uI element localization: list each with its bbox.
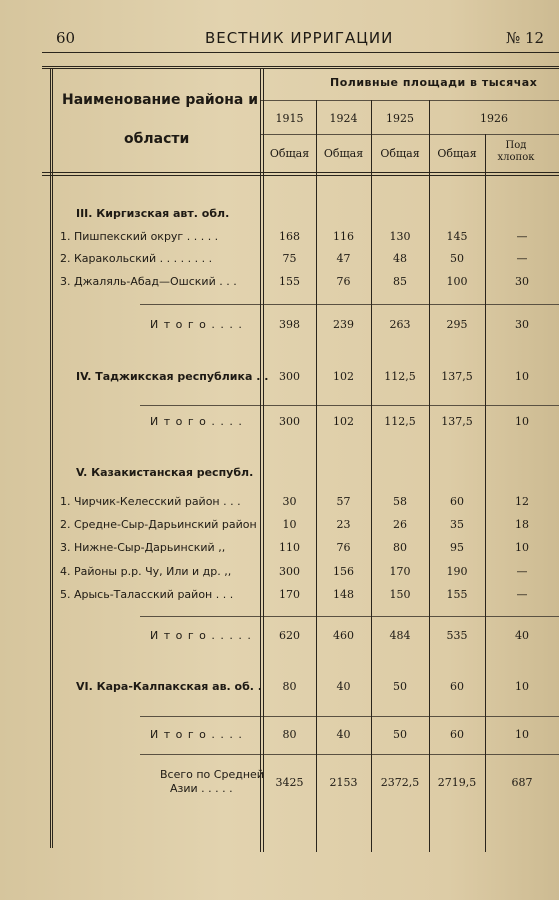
- section-value: 300: [279, 370, 300, 383]
- total-value: 295: [446, 318, 468, 331]
- row-value: 148: [333, 588, 354, 601]
- total-rule-4: [140, 716, 559, 717]
- year-row-rule: [260, 134, 559, 135]
- subheader-total-1925: Общая: [380, 147, 420, 160]
- section-value: 40: [336, 680, 351, 693]
- grand-total-value: 2153: [329, 776, 358, 789]
- name-column-header: Наименование района и: [62, 92, 259, 108]
- section-title: V. Казакистанская республ.: [76, 466, 254, 479]
- total-value: 60: [450, 728, 464, 741]
- header-rule: [42, 52, 559, 53]
- row-value: 145: [446, 230, 468, 243]
- section-title: III. Киргизская авт. обл.: [76, 207, 230, 220]
- total-value: 112,5: [384, 415, 416, 428]
- row-value: 18: [515, 518, 529, 531]
- row-value: 10: [282, 518, 297, 531]
- subheader-total-1924: Общая: [323, 147, 364, 160]
- row-value: 76: [336, 275, 351, 288]
- section-value: 50: [393, 680, 407, 693]
- row-value: 12: [515, 495, 529, 508]
- row-value: 95: [450, 541, 464, 554]
- row-value: 23: [336, 518, 351, 531]
- row-value: 85: [393, 275, 407, 288]
- total-value: 102: [333, 415, 354, 428]
- row-value: —: [516, 588, 528, 601]
- section-value: 10: [515, 680, 529, 693]
- row-value: 156: [333, 565, 354, 578]
- total-rule-3: [140, 616, 559, 617]
- row-value: —: [516, 230, 528, 243]
- row-value: 60: [450, 495, 464, 508]
- table-top-rule-double: [42, 68, 559, 69]
- row-value: 190: [446, 565, 468, 578]
- grand-total-value: 687: [511, 776, 533, 789]
- section-value: 80: [282, 680, 297, 693]
- grand-total-value: 3425: [275, 776, 304, 789]
- row-value: 110: [279, 541, 300, 554]
- row-label: 4. Районы р.р. Чу, Или и др. ,,: [60, 565, 232, 578]
- page-number: 60: [56, 29, 76, 47]
- row-value: 155: [446, 588, 468, 601]
- grand-total-value: 2719,5: [437, 776, 477, 789]
- row-value: 30: [515, 275, 529, 288]
- section-value: 137,5: [441, 370, 473, 383]
- total-value: 460: [333, 629, 354, 642]
- subheader-total-1915: Общая: [269, 147, 310, 160]
- row-value: 58: [393, 495, 407, 508]
- total-value: 40: [515, 629, 529, 642]
- row-value: 130: [389, 230, 411, 243]
- row-value: 26: [393, 518, 407, 531]
- year-1926: 1926: [480, 112, 508, 125]
- row-label: 1. Чирчик-Келесский район . . .: [60, 495, 241, 508]
- grand-total-rule: [140, 754, 559, 755]
- total-label: И т о г о . . . .: [150, 728, 243, 741]
- total-rule-1: [140, 304, 559, 305]
- row-label: 1. Пишпекский округ . . . . .: [60, 230, 219, 243]
- row-value: 116: [333, 230, 354, 243]
- total-value: 300: [279, 415, 300, 428]
- total-value: 398: [279, 318, 300, 331]
- total-value: 10: [515, 415, 529, 428]
- row-value: 50: [450, 252, 464, 265]
- header-bottom-rule-double: [42, 175, 559, 176]
- grand-total-value: 2372,5: [380, 776, 420, 789]
- group-header: Поливные площади в тысячах: [330, 76, 538, 89]
- subheader-total-1926: Общая: [437, 147, 477, 160]
- row-value: 170: [389, 565, 411, 578]
- grand-total-label: Всего по Средней: [160, 768, 264, 781]
- section-value: 10: [515, 370, 529, 383]
- row-value: 170: [279, 588, 300, 601]
- row-value: 155: [279, 275, 300, 288]
- row-value: 30: [282, 495, 297, 508]
- total-value: 40: [336, 728, 351, 741]
- row-value: 75: [282, 252, 297, 265]
- total-label: И т о г о . . . . .: [150, 629, 252, 642]
- total-value: 10: [515, 728, 529, 741]
- row-value: 100: [446, 275, 468, 288]
- left-border-double: [52, 68, 53, 848]
- table-top-rule: [42, 66, 559, 67]
- left-border: [50, 68, 51, 848]
- row-value: 48: [393, 252, 407, 265]
- name-column-header-line2: области: [124, 131, 190, 147]
- row-label: 5. Арысь-Таласский район . . .: [60, 588, 234, 601]
- total-value: 620: [279, 629, 300, 642]
- total-value: 30: [515, 318, 529, 331]
- row-value: 150: [389, 588, 411, 601]
- row-value: —: [516, 252, 528, 265]
- issue-number: № 12: [506, 29, 545, 47]
- total-value: 263: [389, 318, 411, 331]
- total-rule-2: [140, 405, 559, 406]
- group-header-rule: [260, 100, 559, 101]
- row-value: —: [516, 565, 528, 578]
- total-value: 484: [389, 629, 411, 642]
- row-value: 10: [515, 541, 529, 554]
- year-1925: 1925: [386, 112, 414, 125]
- section-title: VI. Кара-Калпакская ав. об. .: [76, 680, 262, 693]
- year-1924: 1924: [329, 112, 358, 125]
- journal-title: ВЕСТНИК ИРРИГАЦИИ: [205, 29, 394, 47]
- section-title: IV. Таджикская республика . .: [76, 370, 269, 383]
- row-label: 2. Средне-Сыр-Дарьинский район: [60, 518, 257, 531]
- section-value: 102: [333, 370, 354, 383]
- total-label: И т о г о . . . .: [150, 318, 243, 331]
- total-value: 50: [393, 728, 407, 741]
- grand-total-label-line2: Азии . . . . .: [170, 782, 233, 795]
- total-label: И т о г о . . . .: [150, 415, 243, 428]
- col-divider-name: [260, 68, 261, 852]
- header-bottom-rule: [42, 172, 559, 173]
- total-value: 137,5: [441, 415, 473, 428]
- row-value: 35: [450, 518, 464, 531]
- total-value: 80: [282, 728, 297, 741]
- row-value: 168: [279, 230, 300, 243]
- total-value: 535: [446, 629, 468, 642]
- subheader-cotton: Под хлопок: [497, 140, 535, 163]
- row-value: 300: [279, 565, 300, 578]
- row-label: 3. Нижне-Сыр-Дарьинский ,,: [60, 541, 226, 554]
- row-value: 76: [336, 541, 351, 554]
- section-value: 112,5: [384, 370, 416, 383]
- row-label: 3. Джаляль-Абад—Ошский . . .: [60, 275, 237, 288]
- total-value: 239: [333, 318, 354, 331]
- row-value: 47: [336, 252, 351, 265]
- section-value: 60: [450, 680, 464, 693]
- row-value: 80: [393, 541, 407, 554]
- row-value: 57: [336, 495, 351, 508]
- year-1915: 1915: [275, 112, 304, 125]
- row-label: 2. Каракольский . . . . . . . .: [60, 252, 213, 265]
